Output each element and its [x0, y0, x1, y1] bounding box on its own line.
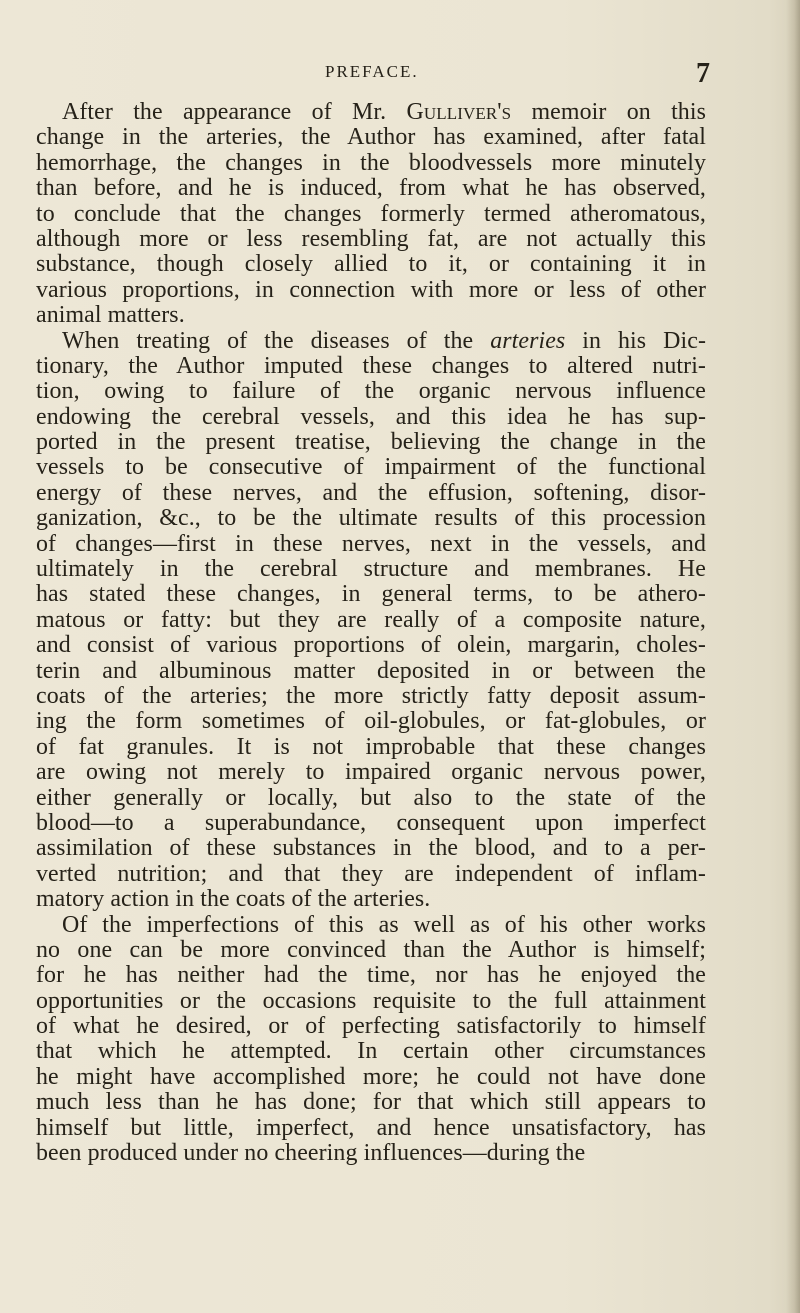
text-line: than before, and he is induced, from what he has observed,	[36, 175, 706, 202]
text-line: various proportions, in connection with more or less of other	[36, 276, 706, 303]
page-number: 7	[696, 58, 710, 89]
text-line: are owing not merely to impaired organic nervous power,	[36, 759, 706, 786]
text-line: When treating of the diseases of the arteries in his Dic-	[62, 327, 707, 354]
running-head	[0, 58, 800, 92]
italic-term: arteries	[490, 327, 566, 354]
text-line: of fat granules. It is not improbable that these changes	[36, 733, 706, 760]
text-line: energy of these nerves, and the effusion, softening, disor-	[36, 479, 706, 506]
text-line: and consist of various proportions of olein, margarin, choles-	[36, 632, 706, 659]
text-line: assimilation of these substances in the blood, and to a per-	[36, 835, 706, 862]
text-line: although more or less resembling fat, are not actually this	[36, 225, 706, 252]
text-line: vessels to be consecutive of impairment of the functional	[36, 454, 706, 481]
text-line: ganization, &c., to be the ultimate results of this procession	[36, 505, 706, 532]
text-line: been produced under no cheering influences—during the	[36, 1140, 586, 1167]
text-line: coats of the arteries; the more strictly fatty deposit assum-	[36, 682, 706, 709]
text-line: change in the arteries, the Author has examined, after fatal	[36, 124, 706, 151]
small-caps-name: Gulliver's	[406, 99, 512, 125]
text-line: much less than he has done; for that which still appears to	[36, 1089, 706, 1116]
text-line: that which he attempted. In certain other circumstances	[36, 1038, 706, 1065]
text-line: opportunities or the occasions requisite to the full attainment	[36, 987, 706, 1014]
text-line: to conclude that the changes formerly termed atheromatous,	[36, 200, 706, 227]
text-line: hemorrhage, the changes in the bloodvessels more minutely	[36, 149, 706, 176]
page-edge-shadow	[786, 0, 800, 1313]
text-line: has stated these changes, in general terms, to be athero-	[36, 581, 706, 608]
text-line: of changes—first in these nerves, next in the vessels, and	[36, 530, 706, 557]
body-text	[36, 100, 706, 1166]
text-line: tionary, the Author imputed these changes to altered nutri-	[36, 352, 706, 379]
running-title: PREFACE.	[325, 62, 419, 81]
text-line: matous or fatty: but they are really of a composite nature,	[36, 606, 706, 633]
text-line: endowing the cerebral vessels, and this idea he has sup-	[36, 403, 706, 430]
text-line: no one can be more convinced than the Author is himself;	[36, 936, 706, 963]
text-line: blood—to a superabundance, consequent upon imperfect	[36, 809, 706, 836]
text-line: for he has neither had the time, nor has he enjoyed the	[36, 962, 706, 989]
text-line: tion, owing to failure of the organic nervous influence	[36, 378, 706, 405]
text-line: ing the form sometimes of oil-globules, or fat-globules, or	[36, 708, 706, 735]
text-line: verted nutrition; and that they are independent of inflam-	[36, 860, 706, 887]
text-line: ultimately in the cerebral structure and membranes. He	[36, 556, 706, 583]
text-line: matory action in the coats of the arteries.	[36, 886, 431, 913]
text-line: Of the imperfections of this as well as of his other works	[62, 911, 706, 938]
text-line: of what he desired, or of perfecting satisfactorily to himself	[36, 1013, 706, 1040]
text-line: himself but little, imperfect, and hence unsatisfactory, has	[36, 1114, 706, 1141]
text-line: After the appearance of Mr. Gulliver's memoir on this	[62, 99, 706, 125]
text-line: he might have accomplished more; he could not have done	[36, 1063, 706, 1090]
text-line: either generally or locally, but also to the state of the	[36, 784, 706, 811]
text-line: terin and albuminous matter deposited in or between the	[36, 657, 706, 684]
text-line: ported in the present treatise, believing the change in the	[36, 429, 706, 456]
text-line: animal matters.	[36, 302, 185, 329]
text-line: substance, though closely allied to it, or containing it in	[36, 251, 706, 278]
